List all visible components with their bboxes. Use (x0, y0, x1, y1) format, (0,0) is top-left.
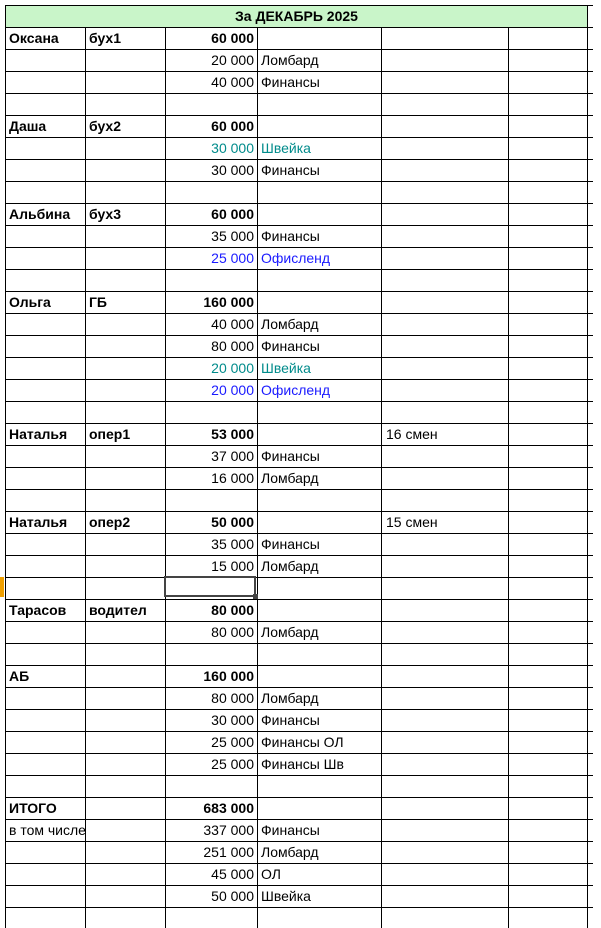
cell-label[interactable]: Ломбард (261, 558, 319, 574)
cell-amount[interactable]: 30 000 (211, 712, 254, 728)
grid-line (85, 27, 86, 928)
cell-amount[interactable]: 16 000 (211, 470, 254, 486)
cell-label[interactable]: Швейка (261, 360, 311, 376)
cell-name[interactable]: АБ (9, 668, 30, 684)
cell-amount[interactable]: 80 000 (211, 338, 254, 354)
cell-role[interactable]: водител (89, 602, 147, 618)
grid-line (5, 93, 593, 94)
grid-line (5, 181, 593, 182)
cell-amount[interactable]: 35 000 (211, 228, 254, 244)
cell-amount[interactable]: 80 000 (211, 690, 254, 706)
sheet-title[interactable]: За ДЕКАБРЬ 2025 (235, 8, 358, 24)
cell-label[interactable]: Финансы (261, 74, 320, 90)
cell-amount[interactable]: 160 000 (203, 294, 254, 310)
fill-handle[interactable] (253, 594, 258, 599)
cell-name[interactable]: Наталья (9, 514, 68, 530)
cell-label[interactable]: Финансы Шв (261, 756, 344, 772)
cell-name[interactable]: ИТОГО (9, 800, 57, 816)
cell-label[interactable]: Финансы (261, 228, 320, 244)
cell-label[interactable]: Финансы (261, 448, 320, 464)
grid-line (5, 775, 593, 776)
cell-label[interactable]: Финансы (261, 162, 320, 178)
cell-label[interactable]: Ломбард (261, 624, 319, 640)
grid-line (5, 907, 593, 908)
grid-line (257, 27, 258, 928)
cell-amount[interactable]: 50 000 (211, 514, 254, 530)
cell-amount[interactable]: 683 000 (203, 800, 254, 816)
cell-label[interactable]: Ломбард (261, 316, 319, 332)
cell-amount[interactable]: 35 000 (211, 536, 254, 552)
cell-label[interactable]: Финансы (261, 536, 320, 552)
cell-name[interactable]: Наталья (9, 426, 68, 442)
cell-amount[interactable]: 30 000 (211, 140, 254, 156)
cell-amount[interactable]: 60 000 (211, 30, 254, 46)
cell-label[interactable]: Финансы ОЛ (261, 734, 344, 750)
cell-amount[interactable]: 20 000 (211, 52, 254, 68)
cell-role[interactable]: опер1 (89, 426, 131, 442)
cell-label[interactable]: Ломбард (261, 690, 319, 706)
cell-label[interactable]: Офисленд (261, 382, 331, 398)
cell-note[interactable]: 16 смен (386, 426, 438, 442)
cell-name[interactable]: в том числе (9, 822, 86, 838)
cell-label[interactable]: Швейка (261, 888, 311, 904)
cell-amount[interactable]: 60 000 (211, 206, 254, 222)
cell-amount[interactable]: 337 000 (203, 822, 254, 838)
cell-amount[interactable]: 30 000 (211, 162, 254, 178)
cell-amount[interactable]: 20 000 (211, 360, 254, 376)
cell-label[interactable]: Ломбард (261, 470, 319, 486)
cell-amount[interactable]: 25 000 (211, 250, 254, 266)
grid-line (5, 643, 593, 644)
cell-amount[interactable]: 160 000 (203, 668, 254, 684)
cell-amount[interactable]: 53 000 (211, 426, 254, 442)
cell-name[interactable]: Даша (9, 118, 47, 134)
grid-line (5, 269, 593, 270)
cell-name[interactable]: Ольга (9, 294, 51, 310)
cell-amount[interactable]: 60 000 (211, 118, 254, 134)
cell-label[interactable]: Финансы (261, 338, 320, 354)
cell-amount[interactable]: 50 000 (211, 888, 254, 904)
cell-amount[interactable]: 251 000 (203, 844, 254, 860)
cell-name[interactable]: Оксана (9, 30, 59, 46)
cell-amount[interactable]: 37 000 (211, 448, 254, 464)
cell-amount[interactable]: 80 000 (211, 624, 254, 640)
cell-note[interactable]: 15 смен (386, 514, 438, 530)
cell-amount[interactable]: 40 000 (211, 316, 254, 332)
cell-role[interactable]: бух2 (89, 118, 121, 134)
cell-amount[interactable]: 15 000 (211, 558, 254, 574)
cell-amount[interactable]: 25 000 (211, 734, 254, 750)
cell-name[interactable]: Тарасов (9, 602, 67, 618)
cell-name[interactable]: Альбина (9, 206, 71, 222)
cell-amount[interactable]: 40 000 (211, 74, 254, 90)
cell-role[interactable]: ГБ (89, 294, 107, 310)
cell-label[interactable]: Финансы (261, 712, 320, 728)
cell-amount[interactable]: 45 000 (211, 866, 254, 882)
cell-label[interactable]: ОЛ (261, 866, 281, 882)
grid-line (508, 27, 509, 928)
cell-amount[interactable]: 20 000 (211, 382, 254, 398)
cell-label[interactable]: Ломбард (261, 844, 319, 860)
cell-role[interactable]: опер2 (89, 514, 131, 530)
cell-label[interactable]: Финансы (261, 822, 320, 838)
cell-amount[interactable]: 80 000 (211, 602, 254, 618)
grid-line (5, 401, 593, 402)
row-selection-indicator (0, 577, 4, 597)
cell-label[interactable]: Офисленд (261, 250, 331, 266)
cell-role[interactable]: бух3 (89, 206, 121, 222)
grid-line (5, 489, 593, 490)
cell-label[interactable]: Швейка (261, 140, 311, 156)
selected-cell[interactable] (164, 576, 256, 597)
cell-label[interactable]: Ломбард (261, 52, 319, 68)
cell-role[interactable]: бух1 (89, 30, 121, 46)
cell-amount[interactable]: 25 000 (211, 756, 254, 772)
grid-line (5, 5, 593, 6)
grid-line (5, 577, 593, 578)
